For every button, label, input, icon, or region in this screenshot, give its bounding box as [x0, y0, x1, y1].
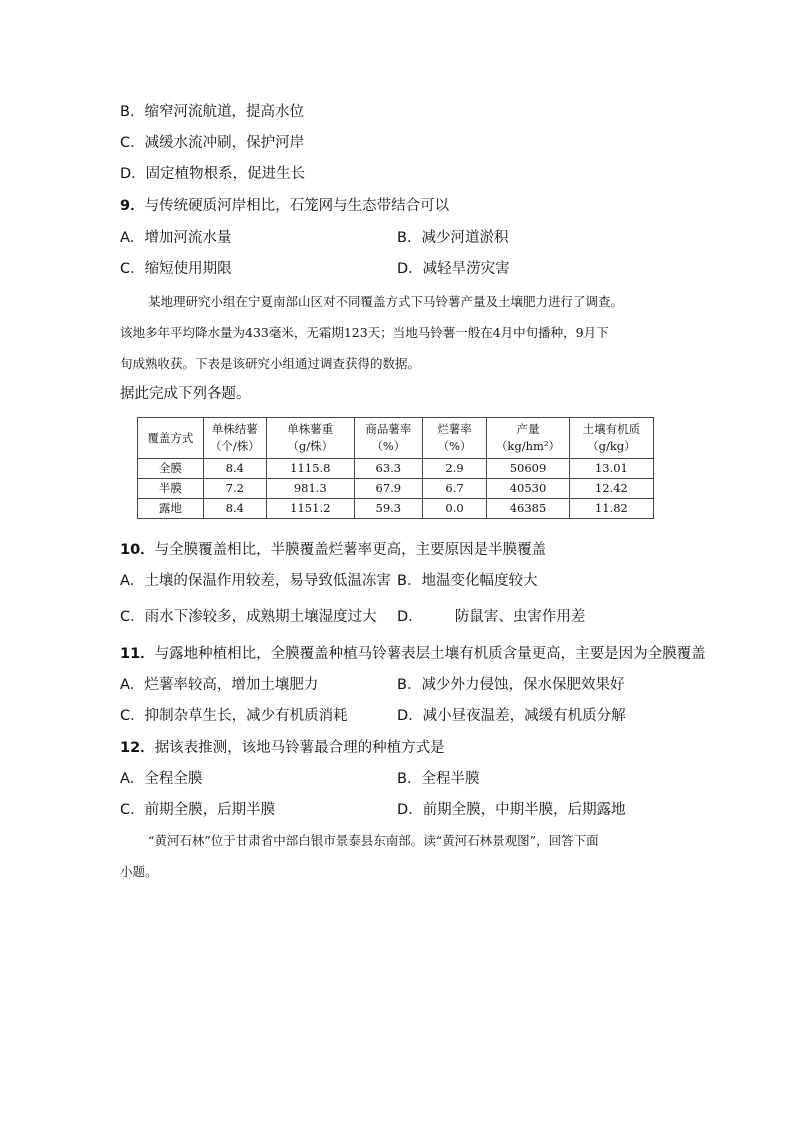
table-row	[138, 479, 654, 499]
q9-option-d: D．减轻旱涝灾害	[397, 261, 510, 277]
q9-stem: 与传统硬质河岸相比，石笼网与生态带结合可以	[144, 198, 450, 214]
table-row	[138, 499, 654, 519]
header-tubers-per-plant: 单株结薯 （个/株）	[203, 418, 266, 459]
q10-option-d: D． 防鼠害、虫害作用差	[397, 609, 586, 625]
q12-stem: 据该表推测，该地马铃薯最合理的种植方式是	[154, 740, 445, 756]
table-cell: 11.82	[569, 499, 653, 519]
potato-data-table	[137, 417, 654, 519]
q12-option-a: A．全程全膜	[120, 771, 203, 787]
q12-option-b: B．全程半膜	[397, 771, 480, 787]
table-cell: 981.3	[266, 479, 354, 499]
q8-option-b: B．缩窄河流航道，提高水位	[120, 104, 304, 120]
q8-option-d: D．固定植物根系，促进生长	[120, 166, 306, 182]
header-soil-organic-matter: 土壤有机质 （g/kg）	[569, 418, 653, 459]
table-cell: 63.3	[354, 459, 422, 479]
header-weight-per-plant: 单株薯重 （g/株）	[266, 418, 354, 459]
q11-option-a: A．烂薯率较高，增加土壤肥力	[120, 677, 319, 693]
table-cell: 50609	[487, 459, 570, 479]
table-cell: 7.2	[203, 479, 266, 499]
q10-option-b: B．地温变化幅度较大	[397, 573, 538, 589]
table-cell: 59.3	[354, 499, 422, 519]
q10-option-c: C．雨水下渗较多，成熟期土壤湿度过大	[120, 609, 377, 625]
q10-number: 10．	[120, 542, 155, 558]
q10-option-a: A．土壤的保温作用较差，易导致低温冻害	[120, 573, 391, 589]
q10-question	[120, 540, 546, 560]
q12-option-c: C．前期全膜，后期半膜	[120, 802, 276, 818]
table-cell: 1151.2	[266, 499, 354, 519]
q12-number: 12．	[120, 740, 155, 756]
table-cell: 8.4	[203, 459, 266, 479]
q12-option-d: D．前期全膜，中期半膜，后期露地	[397, 802, 626, 818]
table-cell: 12.42	[569, 479, 653, 499]
header-yield: 产量 （kg/hm²）	[487, 418, 570, 459]
passage1-line-2: 该地多年平均降水量为433毫米，无霜期123天；当地马铃薯一般在4月中旬播种，9月下	[120, 325, 609, 340]
table-cell: 0.0	[422, 499, 486, 519]
passage2-line-1: “黄河石林”位于甘肃省中部白银市景泰县东南部。读“黄河石林景观图”，回答下面	[148, 833, 599, 848]
table-header-row	[138, 418, 654, 459]
q11-option-b: B．减少外力侵蚀，保水保肥效果好	[397, 677, 625, 693]
table-cell: 67.9	[354, 479, 422, 499]
table-cell: 46385	[487, 499, 570, 519]
q8-option-c: C．减缓水流冲刷，保护河岸	[120, 135, 305, 151]
q9-option-a: A．增加河流水量	[120, 230, 232, 246]
header-cover-method: 覆盖方式	[138, 418, 204, 459]
header-rot-rate: 烂薯率 （%）	[422, 418, 486, 459]
q11-number: 11．	[120, 646, 155, 662]
q9-question	[120, 196, 449, 216]
passage1-line-1: 某地理研究小组在宁夏南部山区对不同覆盖方式下马铃薯产量及土壤肥力进行了调查。	[148, 294, 624, 309]
table-cell: 1115.8	[266, 459, 354, 479]
header-commercial-rate: 商品薯率 （%）	[354, 418, 422, 459]
q9-number: 9．	[120, 198, 145, 214]
q11-option-d: D．减小昼夜温差，减缓有机质分解	[397, 708, 626, 724]
table-cell: 6.7	[422, 479, 486, 499]
passage1-line-3: 旬成熟收获。下表是该研究小组通过调查获得的数据。	[120, 356, 421, 371]
q12-question	[120, 738, 445, 758]
q9-option-c: C．缩短使用期限	[120, 261, 232, 277]
passage2-line-2: 小题。	[120, 864, 158, 879]
q11-question	[120, 644, 706, 664]
q10-stem: 与全膜覆盖相比，半膜覆盖烂薯率更高，主要原因是半膜覆盖	[154, 542, 547, 558]
table-cell: 半膜	[138, 479, 204, 499]
table-cell: 露地	[138, 499, 204, 519]
passage1-instruction: 据此完成下列各题。	[120, 386, 251, 402]
table-cell: 2.9	[422, 459, 486, 479]
q11-stem: 与露地种植相比，全膜覆盖种植马铃薯表层土壤有机质含量更高，主要是因为全膜覆盖	[154, 646, 706, 662]
table-row	[138, 459, 654, 479]
table-cell: 40530	[487, 479, 570, 499]
q11-option-c: C．抑制杂草生长，减少有机质消耗	[120, 708, 348, 724]
q9-option-b: B．减少河道淤积	[397, 230, 509, 246]
table-cell: 8.4	[203, 499, 266, 519]
table-cell: 13.01	[569, 459, 653, 479]
table-cell: 全膜	[138, 459, 204, 479]
